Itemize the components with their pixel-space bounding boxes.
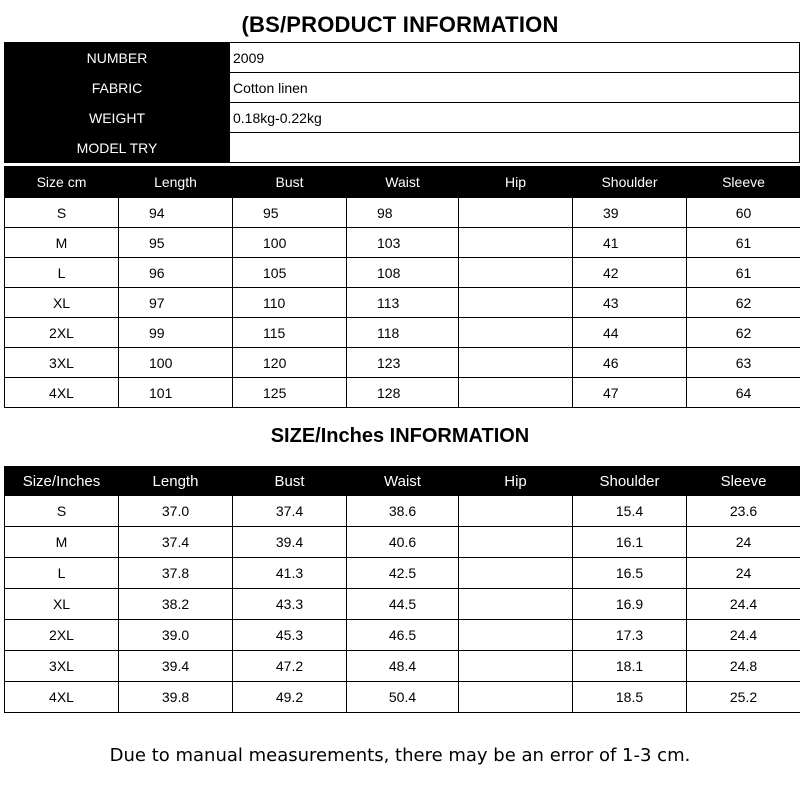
cell-hip (459, 198, 573, 228)
cell-shoulder: 18.1 (573, 651, 687, 682)
cell-length: 101 (119, 378, 233, 408)
cell-waist: 98 (347, 198, 459, 228)
cell-waist: 103 (347, 228, 459, 258)
table-row (5, 348, 800, 378)
cell-waist: 50.4 (347, 682, 459, 713)
table-row (5, 682, 800, 713)
cell-shoulder: 42 (573, 258, 687, 288)
weight-label: WEIGHT (5, 103, 230, 133)
cell-shoulder: 15.4 (573, 496, 687, 527)
cell-sleeve: 24 (687, 558, 800, 589)
table-row (5, 198, 800, 228)
inches-info-title: SIZE/Inches INFORMATION (270, 425, 530, 447)
weight-value: 0.18kg-0.22kg (230, 103, 800, 133)
cell-waist: 42.5 (347, 558, 459, 589)
cell-shoulder: 16.9 (573, 589, 687, 620)
cell-hip (459, 620, 573, 651)
cell-sleeve: 24.4 (687, 620, 800, 651)
cell-sleeve: 24.8 (687, 651, 800, 682)
cell-sleeve: 24 (687, 527, 800, 558)
cell-length: 96 (119, 258, 233, 288)
table-row (5, 496, 800, 527)
cell-length: 97 (119, 288, 233, 318)
cell-waist: 46.5 (347, 620, 459, 651)
model-label: MODEL TRY (5, 133, 230, 163)
header-bust: Bust (233, 167, 347, 198)
cell-hip (459, 682, 573, 713)
cell-hip (459, 258, 573, 288)
cell-size: 4XL (5, 682, 119, 713)
cell-waist: 40.6 (347, 527, 459, 558)
product-info-title: (BS/PRODUCT INFORMATION (241, 12, 559, 37)
fabric-value: Cotton linen (230, 73, 800, 103)
info-row-number (5, 43, 800, 73)
info-row-weight (5, 103, 800, 133)
cell-sleeve: 23.6 (687, 496, 800, 527)
cell-length: 37.8 (119, 558, 233, 589)
cell-shoulder: 44 (573, 318, 687, 348)
header-shoulder: Shoulder (573, 167, 687, 198)
cell-waist: 38.6 (347, 496, 459, 527)
header-sleeve: Sleeve (687, 467, 800, 496)
table-row (5, 378, 800, 408)
cell-shoulder: 43 (573, 288, 687, 318)
cell-waist: 108 (347, 258, 459, 288)
cell-length: 37.4 (119, 527, 233, 558)
cell-sleeve: 62 (687, 288, 800, 318)
table-row (5, 589, 800, 620)
cell-sleeve: 63 (687, 348, 800, 378)
cell-hip (459, 527, 573, 558)
table-row (5, 620, 800, 651)
table-row (5, 258, 800, 288)
cell-length: 95 (119, 228, 233, 258)
header-bust: Bust (233, 467, 347, 496)
cell-waist: 48.4 (347, 651, 459, 682)
cell-size: 2XL (5, 620, 119, 651)
cell-shoulder: 16.1 (573, 527, 687, 558)
header-sleeve: Sleeve (687, 167, 800, 198)
size-cm-header-row (5, 167, 800, 198)
size-inches-table (4, 466, 800, 713)
cell-bust: 43.3 (233, 589, 347, 620)
cell-bust: 95 (233, 198, 347, 228)
cell-shoulder: 47 (573, 378, 687, 408)
table-row (5, 651, 800, 682)
cell-shoulder: 41 (573, 228, 687, 258)
cell-waist: 118 (347, 318, 459, 348)
number-value: 2009 (230, 43, 800, 73)
cell-length: 39.0 (119, 620, 233, 651)
fabric-label: FABRIC (5, 73, 230, 103)
cell-waist: 113 (347, 288, 459, 318)
table-row (5, 558, 800, 589)
cell-shoulder: 17.3 (573, 620, 687, 651)
cell-size: M (5, 527, 119, 558)
cell-length: 99 (119, 318, 233, 348)
cell-shoulder: 46 (573, 348, 687, 378)
model-value (230, 133, 800, 163)
cell-bust: 115 (233, 318, 347, 348)
cell-size: XL (5, 288, 119, 318)
cell-bust: 39.4 (233, 527, 347, 558)
cell-size: S (5, 496, 119, 527)
cell-hip (459, 651, 573, 682)
cell-bust: 41.3 (233, 558, 347, 589)
header-hip: Hip (459, 167, 573, 198)
cell-hip (459, 348, 573, 378)
cell-sleeve: 24.4 (687, 589, 800, 620)
cell-waist: 44.5 (347, 589, 459, 620)
cell-bust: 125 (233, 378, 347, 408)
cell-sleeve: 61 (687, 228, 800, 258)
cell-bust: 49.2 (233, 682, 347, 713)
cell-shoulder: 18.5 (573, 682, 687, 713)
cell-size: 3XL (5, 348, 119, 378)
cell-sleeve: 60 (687, 198, 800, 228)
number-label: NUMBER (5, 43, 230, 73)
cell-length: 39.8 (119, 682, 233, 713)
cell-sleeve: 62 (687, 318, 800, 348)
cell-size: XL (5, 589, 119, 620)
cell-hip (459, 496, 573, 527)
cell-length: 37.0 (119, 496, 233, 527)
header-waist: Waist (347, 467, 459, 496)
cell-shoulder: 16.5 (573, 558, 687, 589)
cell-bust: 120 (233, 348, 347, 378)
measurement-note: Due to manual measurements, there may be an error of 1-3 cm. (109, 745, 691, 766)
size-cm-table (4, 166, 800, 408)
cell-bust: 100 (233, 228, 347, 258)
cell-size: M (5, 228, 119, 258)
cell-hip (459, 288, 573, 318)
cell-size: L (5, 258, 119, 288)
cell-length: 38.2 (119, 589, 233, 620)
header-length: Length (119, 167, 233, 198)
table-row (5, 288, 800, 318)
cell-size: 3XL (5, 651, 119, 682)
cell-bust: 37.4 (233, 496, 347, 527)
cell-size: S (5, 198, 119, 228)
cell-hip (459, 558, 573, 589)
cell-hip (459, 318, 573, 348)
header-size: Size/Inches (5, 467, 119, 496)
header-size: Size cm (5, 167, 119, 198)
cell-bust: 105 (233, 258, 347, 288)
table-row (5, 527, 800, 558)
header-waist: Waist (347, 167, 459, 198)
cell-bust: 47.2 (233, 651, 347, 682)
cell-hip (459, 589, 573, 620)
cell-waist: 123 (347, 348, 459, 378)
cell-size: L (5, 558, 119, 589)
cell-bust: 110 (233, 288, 347, 318)
cell-hip (459, 228, 573, 258)
size-inches-header-row (5, 467, 800, 496)
cell-length: 94 (119, 198, 233, 228)
cell-length: 39.4 (119, 651, 233, 682)
table-row (5, 228, 800, 258)
header-shoulder: Shoulder (573, 467, 687, 496)
cell-sleeve: 25.2 (687, 682, 800, 713)
header-length: Length (119, 467, 233, 496)
header-hip: Hip (459, 467, 573, 496)
info-row-model (5, 133, 800, 163)
cell-size: 4XL (5, 378, 119, 408)
table-row (5, 318, 800, 348)
cell-size: 2XL (5, 318, 119, 348)
info-row-fabric (5, 73, 800, 103)
cell-hip (459, 378, 573, 408)
cell-bust: 45.3 (233, 620, 347, 651)
cell-waist: 128 (347, 378, 459, 408)
cell-sleeve: 64 (687, 378, 800, 408)
cell-length: 100 (119, 348, 233, 378)
cell-sleeve: 61 (687, 258, 800, 288)
product-info-table (4, 42, 800, 163)
cell-shoulder: 39 (573, 198, 687, 228)
